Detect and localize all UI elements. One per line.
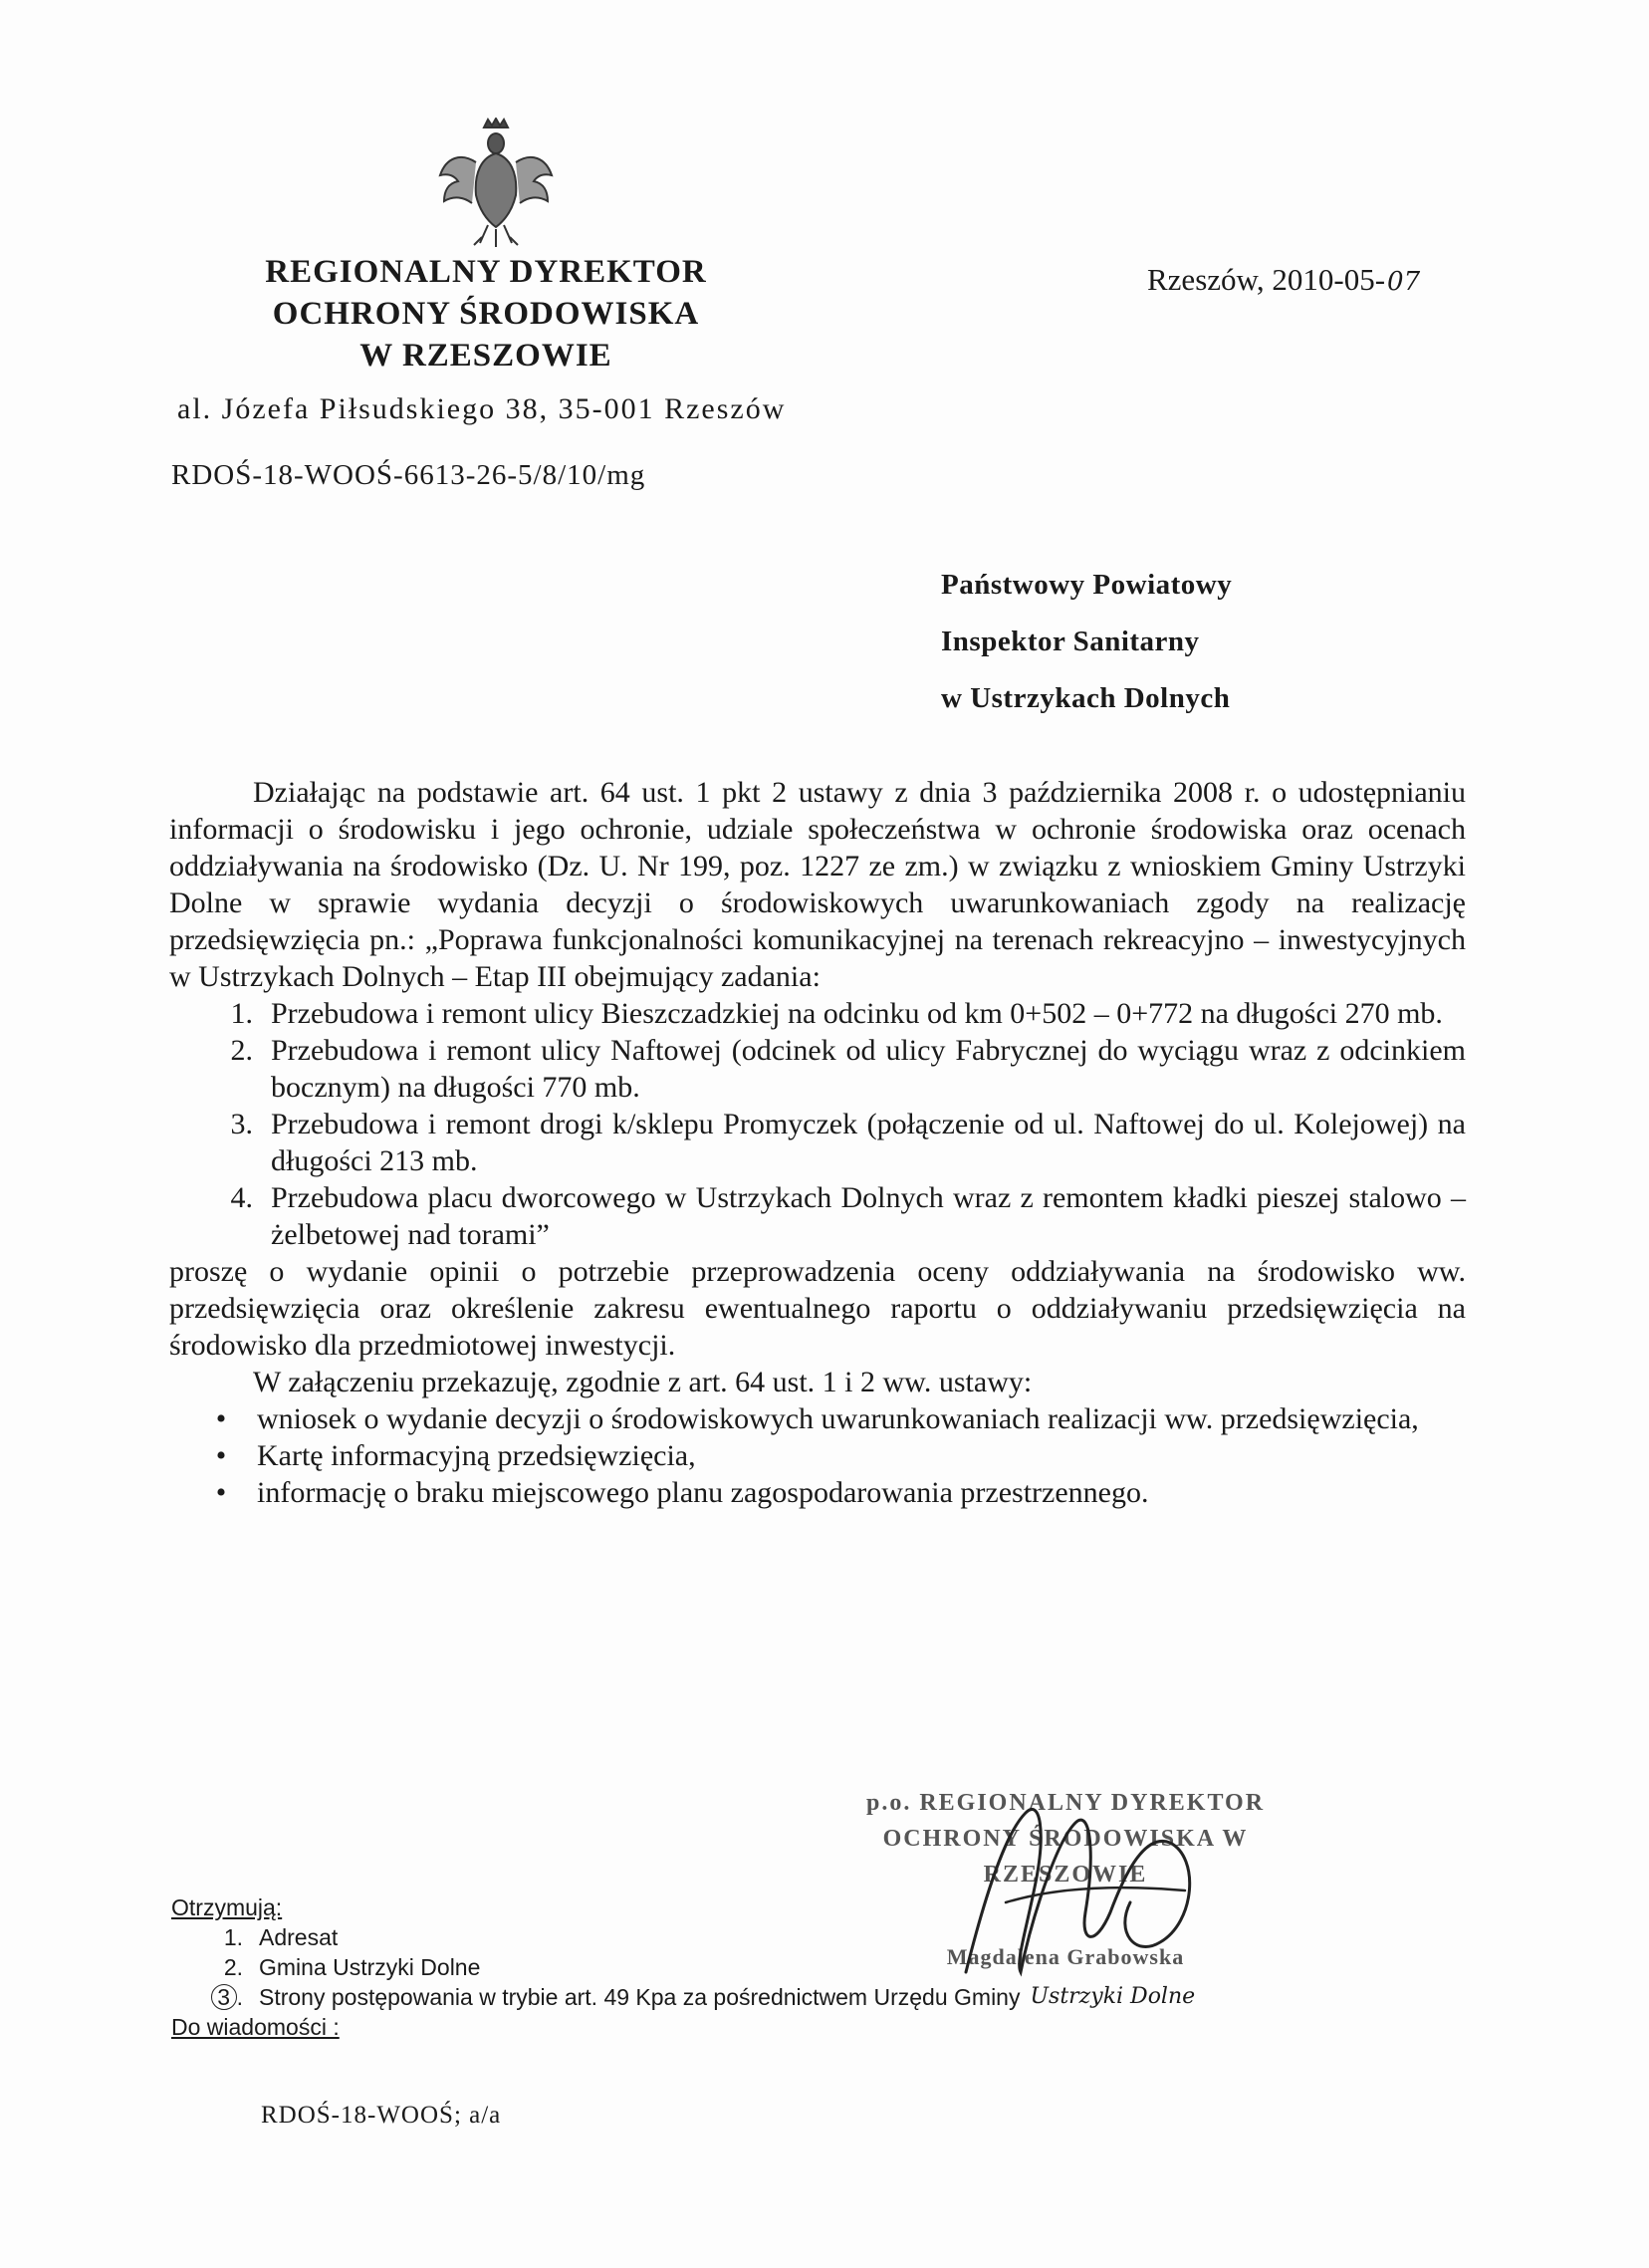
recipient-text: Gmina Ustrzyki Dolne bbox=[259, 1954, 481, 1980]
letter-body bbox=[169, 774, 1466, 1511]
task-item bbox=[169, 1106, 1466, 1179]
task-text: Przebudowa i remont drogi k/sklepu Promyczek (połączenie od ul. Naftowej do ul. Kolejowej) na długości 213 mb. bbox=[271, 1108, 1466, 1177]
authority-line: REGIONALNY DYREKTOR bbox=[265, 254, 707, 290]
authority-line: W RZESZOWIE bbox=[359, 338, 612, 374]
addressee-line: w Ustrzykach Dolnych bbox=[941, 682, 1231, 714]
recipients-block bbox=[171, 1892, 1195, 2042]
attachment-text: Kartę informacyjną przedsięwzięcia, bbox=[257, 1439, 696, 1472]
attachment-list bbox=[169, 1400, 1466, 1511]
attachment-text: wniosek o wydanie decyzji o środowiskowych uwarunkowaniach realizacji ww. przedsięwzięcia, bbox=[257, 1402, 1419, 1435]
stamp-office: OCHRONY ŚRODOWISKA W RZESZOWIE bbox=[882, 1826, 1249, 1888]
addressee-block bbox=[941, 557, 1232, 727]
task-text: Przebudowa i remont ulicy Bieszczadzkiej na odcinku od km 0+502 – 0+772 na długości 270 mb. bbox=[271, 997, 1443, 1030]
task-item bbox=[169, 1179, 1466, 1253]
recipient-handwritten-note: Ustrzyki Dolne bbox=[1030, 1984, 1196, 2009]
request-paragraph: proszę o wydanie opinii o potrzebie przeprowadzenia oceny oddziaływania na środowisko ww. przedsięwzięcia oraz określenie zakresu ewentualnego raportu o oddziaływaniu przedsięwzięcia na środowisko dla przedmiotowej inwestycji. bbox=[169, 1255, 1466, 1362]
bullet-icon: • bbox=[215, 1476, 227, 1509]
bullet-icon: • bbox=[215, 1402, 227, 1435]
authority-address: al. Józefa Piłsudskiego 38, 35-001 Rzeszów bbox=[177, 392, 787, 425]
stamp-title: p.o. REGIONALNY DYREKTOR bbox=[865, 1790, 1266, 1816]
task-text: Przebudowa i remont ulicy Naftowej (odcinek od ulicy Fabrycznej do wyciągu wraz z odcinkiem bocznym) na długości 770 mb. bbox=[271, 1034, 1466, 1104]
task-list bbox=[169, 995, 1466, 1253]
recipient-item bbox=[171, 1922, 1195, 1952]
recipient-text: Strony postępowania w trybie art. 49 Kpa za pośrednictwem Urzędu Gminy bbox=[259, 1984, 1021, 2010]
date-printed: Rzeszów, 2010-05- bbox=[1147, 262, 1386, 297]
recipient-number: 1. bbox=[223, 1924, 243, 1950]
authority-line: OCHRONY ŚRODOWISKA bbox=[272, 296, 700, 332]
task-text: Przebudowa placu dworcowego w Ustrzykach Dolnych wraz z remontem kładki pieszej stalowo – żelbetowej nad torami” bbox=[271, 1181, 1466, 1251]
cc-value: RDOŚ-18-WOOŚ; a/a bbox=[261, 2102, 502, 2129]
recipient-text: Adresat bbox=[259, 1924, 339, 1950]
task-number: 1. bbox=[230, 997, 253, 1030]
task-number: 4. bbox=[230, 1181, 253, 1214]
recipient-item: 3 . Strony postępowania w trybie art. 49 Kpa za pośrednictwem Urzędu Gminy Ustrzyki Dolne bbox=[171, 1982, 1195, 2012]
attachment-item bbox=[169, 1437, 1466, 1474]
task-number: 2. bbox=[230, 1034, 253, 1067]
intro-paragraph: Działając na podstawie art. 64 ust. 1 pkt 2 ustawy z dnia 3 października 2008 r. o udostępnianiu informacji o środowisku i jego ochronie, udziale społeczeństwa w ochronie środowiska oraz ocenach oddziaływania na środowisko (Dz. U. Nr 199, poz. 1227 ze zm.) w związku z wnioskiem Gminy Ustrzyki Dolne w sprawie wydania decyzji o środowiskowych uwarunkowaniach zgody na realizację przedsięwzięcia pn.: „Poprawa funkcjonalności komunikacyjnej na terenach rekreacyjno – inwestycyjnych w Ustrzykach Dolnych – Etap III obejmujący zadania: bbox=[169, 776, 1466, 993]
recipient-number: 2. bbox=[223, 1954, 243, 1980]
attachment-text: informację o braku miejscowego planu zagospodarowania przestrzennego. bbox=[257, 1476, 1149, 1509]
document-reference: RDOŚ-18-WOOŚ-6613-26-5/8/10/mg bbox=[171, 459, 646, 491]
addressee-line: Inspektor Sanitarny bbox=[941, 626, 1200, 657]
letter-date bbox=[1147, 262, 1420, 298]
attachments-intro: W załączeniu przekazuję, zgodnie z art. 64 ust. 1 i 2 ww. ustawy: bbox=[253, 1366, 1033, 1398]
task-number: 3. bbox=[230, 1108, 253, 1140]
polish-eagle-emblem-icon bbox=[436, 118, 556, 249]
task-item bbox=[169, 995, 1466, 1032]
stamp-signatory-name: Magdalena Grabowska bbox=[946, 1944, 1185, 1969]
attachment-item bbox=[169, 1474, 1466, 1511]
task-item bbox=[169, 1032, 1466, 1106]
addressee-line: Państwowy Powiatowy bbox=[941, 569, 1233, 601]
authority-name bbox=[187, 251, 785, 377]
recipient-item bbox=[171, 1952, 1195, 1982]
bullet-icon: • bbox=[215, 1439, 227, 1472]
date-handwritten: 07 bbox=[1387, 267, 1421, 297]
recipient-number-circled: 3 bbox=[211, 1984, 237, 2010]
attachment-item bbox=[169, 1400, 1466, 1437]
recipients-heading: Otrzymują: bbox=[171, 1894, 283, 1920]
cc-heading: Do wiadomości : bbox=[171, 2014, 340, 2040]
